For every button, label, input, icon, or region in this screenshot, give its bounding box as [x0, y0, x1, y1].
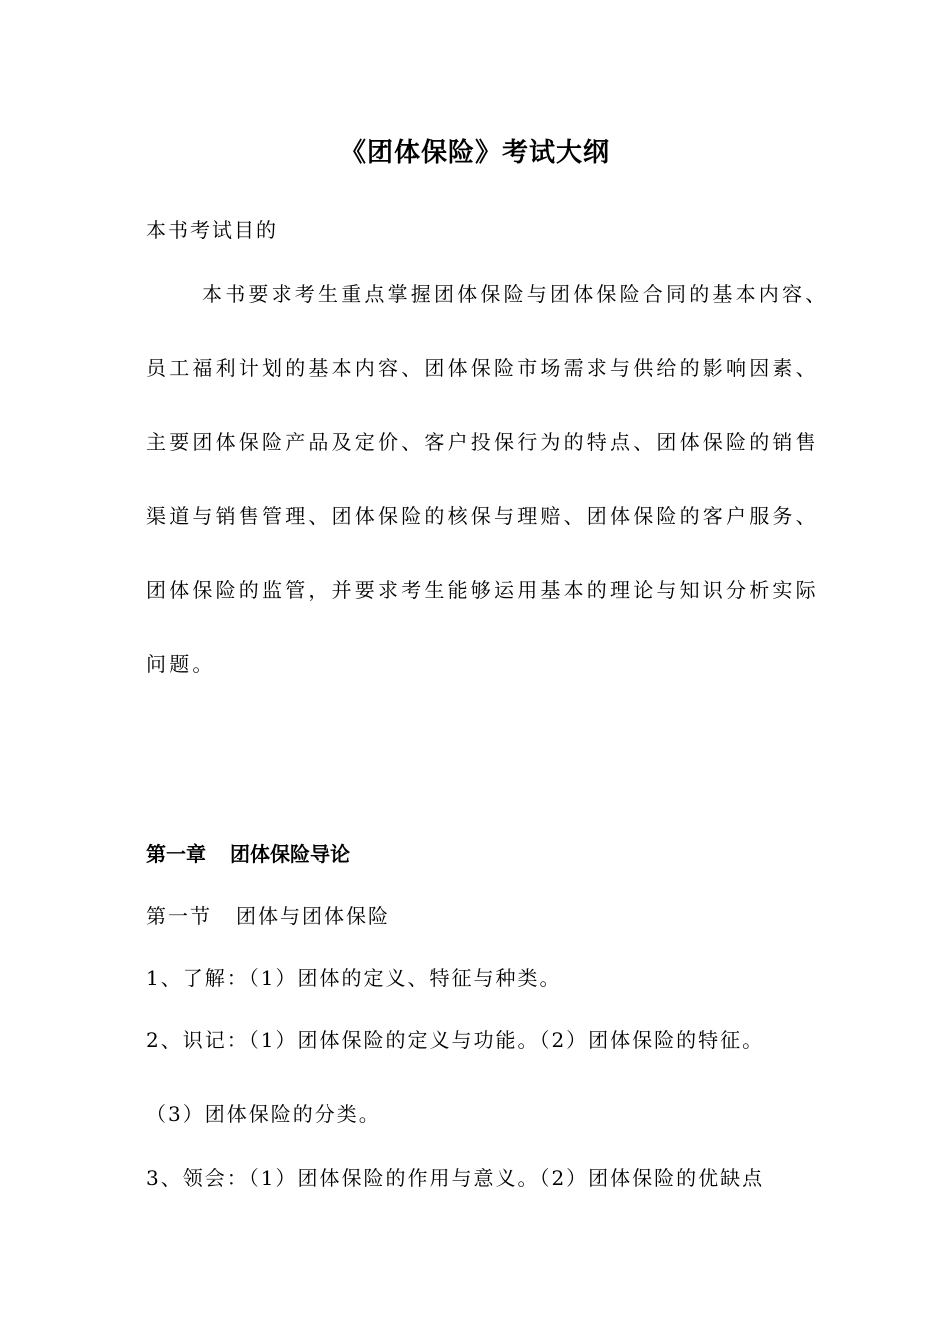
purpose-paragraph-line: 问题。	[146, 652, 216, 676]
outline-item: 3、领会：（1）团体保险的作用与意义。（2）团体保险的优缺点	[146, 1166, 765, 1190]
outline-item: 1、了解：（1）团体的定义、特征与种类。	[146, 966, 562, 990]
chapter-name: 团体保险导论	[230, 842, 350, 866]
purpose-paragraph-line: 员工福利计划的基本内容、团体保险市场需求与供给的影响因素、	[146, 356, 819, 380]
purpose-paragraph-line: 团体保险的监管，并要求考生能够运用基本的理论与知识分析实际	[146, 578, 819, 602]
chapter-number: 第一章	[146, 842, 206, 866]
purpose-paragraph-line: 本书要求考生重点掌握团体保险与团体保险合同的基本内容、	[202, 282, 829, 306]
document-title: 《团体保险》考试大纲	[339, 138, 610, 168]
chapter-heading	[146, 838, 350, 867]
section-heading	[146, 900, 390, 929]
outline-item: （3）团体保险的分类。	[146, 1102, 381, 1126]
purpose-heading: 本书考试目的	[146, 218, 278, 242]
section-name: 团体与团体保险	[236, 904, 390, 928]
purpose-paragraph-line: 渠道与销售管理、团体保险的核保与理赔、团体保险的客户服务、	[146, 504, 819, 528]
section-number: 第一节	[146, 904, 212, 928]
purpose-paragraph-line: 主要团体保险产品及定价、客户投保行为的特点、团体保险的销售	[146, 430, 819, 454]
outline-item: 2、识记：（1）团体保险的定义与功能。（2）团体保险的特征。	[146, 1028, 765, 1052]
